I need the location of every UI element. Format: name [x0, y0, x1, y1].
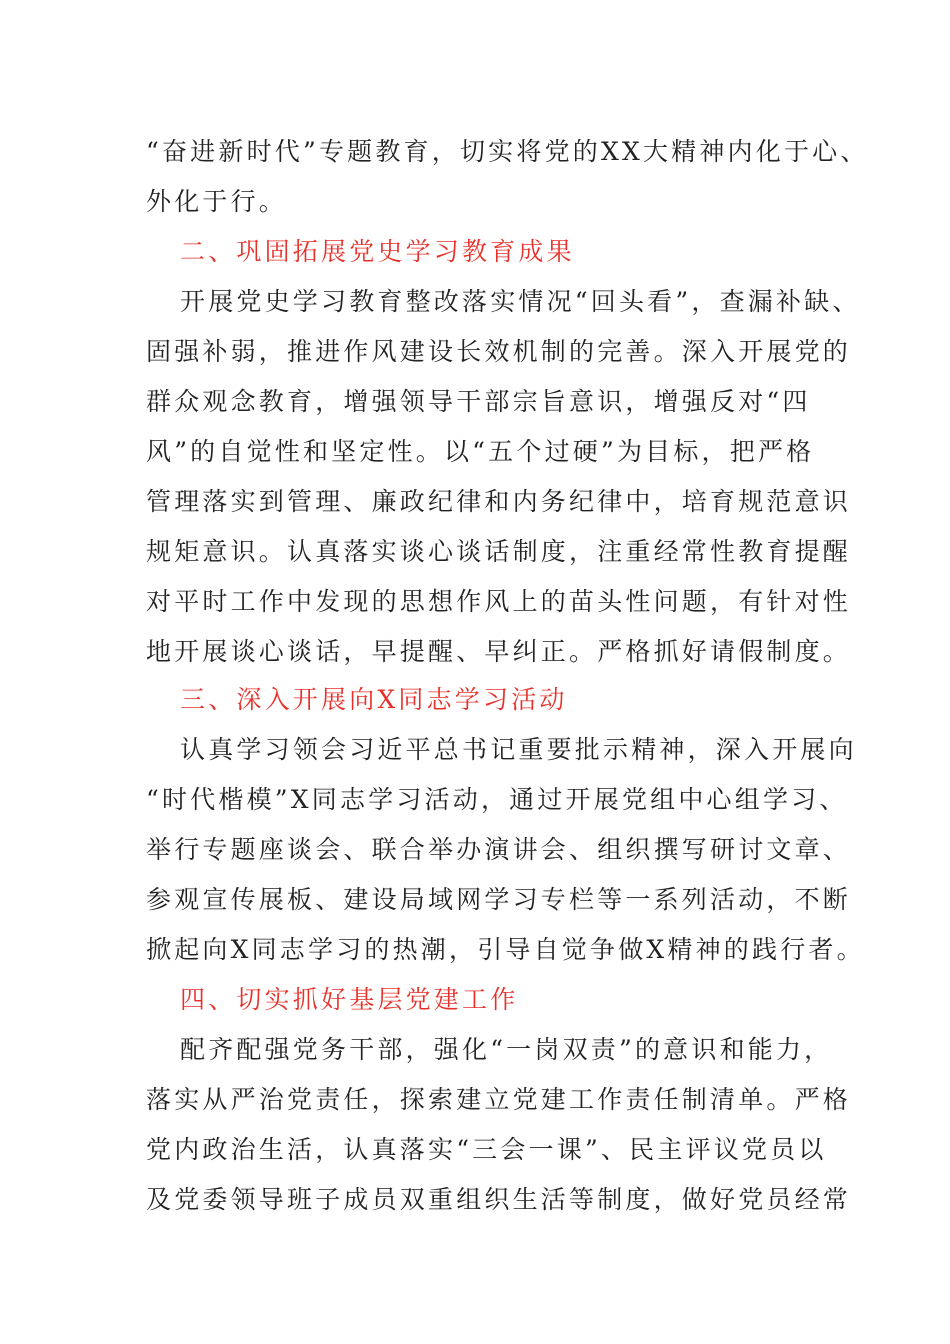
text-line: 配齐配强党务干部，强化“一岗双责”的意识和能力， [180, 1035, 833, 1064]
section-heading: 四、切实抓好基层党建工作 [180, 985, 519, 1014]
text-line: 开展党史学习教育整改落实情况“回头看”，查漏补缺、 [180, 287, 861, 316]
text-line: 掀起向X同志学习的热潮，引导自觉争做X精神的践行者。 [146, 935, 865, 964]
text-line: “时代楷模”X同志学习活动，通过开展党组中心组学习、 [146, 785, 848, 814]
text-line: 规矩意识。认真落实谈心谈话制度，注重经常性教育提醒 [146, 537, 852, 566]
text-line: 风”的自觉性和坚定性。以“五个过硬”为目标，把严格 [146, 437, 815, 466]
text-line: 及党委领导班子成员双重组织生活等制度，做好党员经常 [146, 1185, 852, 1214]
text-line: 举行专题座谈会、联合举办演讲会、组织撰写研讨文章、 [146, 835, 852, 864]
text-line: 党内政治生活，认真落实“三会一课”、民主评议党员以 [146, 1135, 827, 1164]
text-line: 外化于行。 [146, 187, 288, 216]
text-line: 认真学习领会习近平总书记重要批示精神，深入开展向 [180, 735, 857, 764]
section-heading: 三、深入开展向X同志学习活动 [180, 685, 568, 714]
text-line: 群众观念教育，增强领导干部宗旨意识，增强反对“四 [146, 387, 811, 416]
text-line: “奋进新时代”专题教育，切实将党的XX大精神内化于心、 [146, 137, 869, 166]
text-line: 落实从严治党责任，探索建立党建工作责任制清单。严格 [146, 1085, 852, 1114]
text-line: 地开展谈心谈话，早提醒、早纠正。严格抓好请假制度。 [146, 637, 852, 666]
text-line: 参观宣传展板、建设局域网学习专栏等一系列活动，不断 [146, 885, 852, 914]
section-heading: 二、巩固拓展党史学习教育成果 [180, 237, 575, 266]
text-line: 对平时工作中发现的思想作风上的苗头性问题，有针对性 [146, 587, 852, 616]
text-line: 管理落实到管理、廉政纪律和内务纪律中，培育规范意识 [146, 487, 852, 516]
text-line: 固强补弱，推进作风建设长效机制的完善。深入开展党的 [146, 337, 852, 366]
